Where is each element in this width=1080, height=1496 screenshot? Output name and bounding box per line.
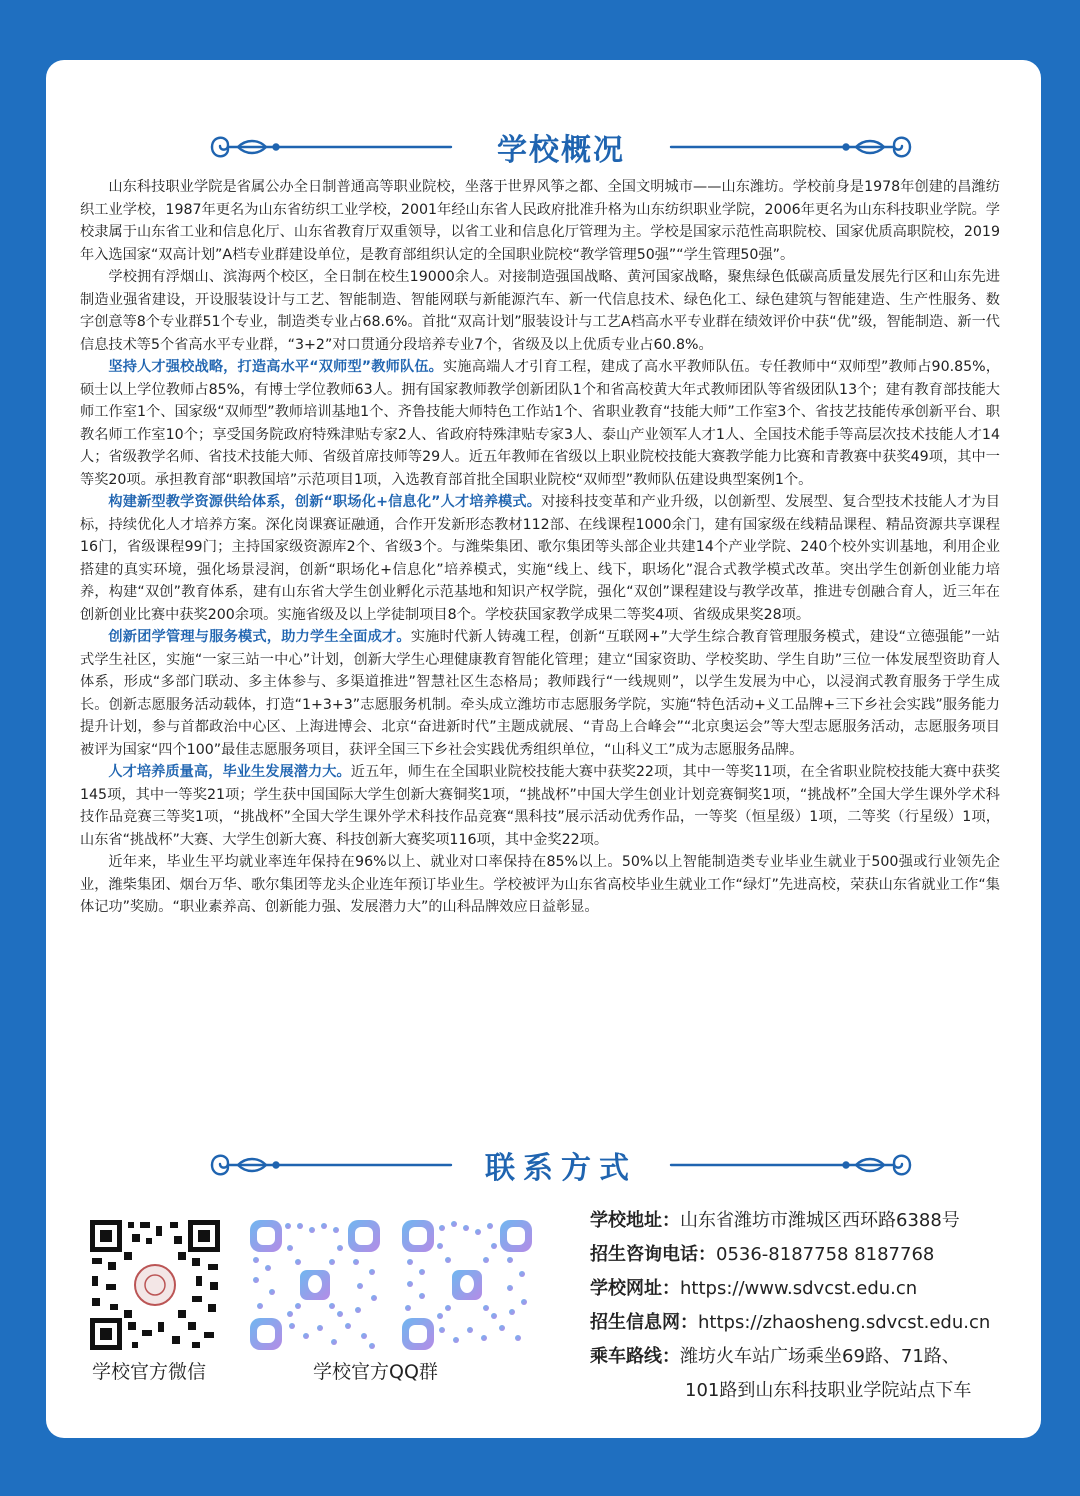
route-label: 乘车路线： bbox=[590, 1346, 680, 1367]
paragraph-4-heading: 构建新型教学资源供给体系，创新“职场化+信息化”人才培养模式。 bbox=[108, 494, 542, 510]
website-label: 学校网址： bbox=[590, 1278, 680, 1299]
website-link[interactable]: https://www.sdvcst.edu.cn bbox=[680, 1278, 918, 1299]
overview-paragraph-5 bbox=[80, 626, 1000, 761]
wechat-qr-label: 学校官方微信 bbox=[92, 1361, 207, 1383]
paragraph-5-heading: 创新团学管理与服务模式，助力学生全面成才。 bbox=[108, 629, 411, 645]
route-row bbox=[590, 1340, 1040, 1374]
zhaosheng-row bbox=[590, 1306, 1040, 1340]
qq-qr-code-icon bbox=[248, 1218, 382, 1352]
contact-title: 联系方式 bbox=[485, 1151, 637, 1186]
phone-value[interactable]: 0536-8187758 8187768 bbox=[716, 1244, 935, 1265]
route-line-2: 101路到山东科技职业学院站点下车 bbox=[685, 1380, 972, 1401]
overview-paragraph-3 bbox=[80, 356, 1000, 491]
overview-title: 学校概况 bbox=[497, 133, 625, 168]
scroll-ornament-left-icon bbox=[206, 129, 461, 165]
scroll-ornament-right-icon bbox=[661, 1147, 916, 1183]
paragraph-4-text: 对接科技变革和产业升级，以创新型、发展型、复合型技术技能人才为目标，持续优化人才培养方案。深化岗课赛证融通，合作开发新形态教材112部、在线课程1000余门，建有国家级在线精品课程、精品资源共享课程16门，省级课程99门；主持国家级资源库2个、省级3个。与潍柴集团、歌尔集团等头部企业共建14个产业学院、240个校外实训基地，利用企业搭建的真实环境，强化场景浸润，创新“职场化+信息化”培养模式，实施“线上、线下，职场化”混合式教学模式改革。突出学生创新创业能力培养，构建“双创”教育体系，建有山东省大学生创业孵化示范基地和知识产权学院，强化“双创”课程建设与教学改革，推进专创融合育人，近三年在创新创业比赛中获奖200余项。实施省级及以上学徒制项目8个。学校获国家教学成果二等奖4项、省级成果奖28项。 bbox=[80, 494, 1000, 623]
paragraph-6-heading: 人才培养质量高，毕业生发展潜力大。 bbox=[108, 764, 351, 780]
address-row bbox=[590, 1204, 1040, 1238]
paragraph-6-text: 近五年，师生在全国职业院校技能大赛中获奖22项，其中一等奖11项，在全省职业院校技能大赛中获奖145项，其中一等奖21项；学生获中国国际大学生创新大赛铜奖1项，“挑战杯”中国大学生创业计划竞赛铜奖1项，“挑战杯”全国大学生课外学术科技作品竞赛三等奖1项，“挑战杯”全国大学生课外学术科技作品竞赛“黑科技”展示活动优秀作品，一等奖（恒星级）1项，二等奖（行星级）1项，山东省“挑战杯”大赛、大学生创新大赛、科技创新大赛奖项116项，其中金奖22项。 bbox=[80, 764, 1000, 848]
overview-header bbox=[186, 122, 936, 172]
route-row-continued bbox=[590, 1374, 1040, 1408]
zhaosheng-label: 招生信息网： bbox=[590, 1312, 698, 1333]
contact-header bbox=[186, 1140, 936, 1190]
route-line-1: 潍坊火车站广场乘坐69路、71路、 bbox=[680, 1346, 960, 1367]
paragraph-3-heading: 坚持人才强校战略，打造高水平“双师型”教师队伍。 bbox=[108, 359, 444, 375]
wechat-qr[interactable] bbox=[88, 1218, 222, 1352]
overview-paragraph-4 bbox=[80, 491, 1000, 626]
website-row bbox=[590, 1272, 1040, 1306]
scroll-ornament-left-icon bbox=[206, 1147, 461, 1183]
paragraph-3-text: 实施高端人才引育工程，建成了高水平教师队伍。专任教师中“双师型”教师占90.85%，硕士以上学位教师占85%，有博士学位教师63人。拥有国家教师教学创新团队1个和省高校黄大年式教师团队等省级团队13个；建有教育部技能大师工作室1个、国家级“双师型”教师培训基地1个、齐鲁技能大师特色工作站1个、省职业教育“技能大师”工作室3个、省技艺技能传承创新平台、职教名师工作室10个；享受国务院政府特殊津贴专家2人、省政府特殊津贴专家3人、泰山产业领军人才1人、全国技术能手等高层次技术技能人才14人；省级教学名师、省技术技能大师、省级首席技师等29人。近五年教师在省级以上职业院校技能大赛教学能力比赛和青教赛中获奖49项，其中一等奖20项。承担教育部“职教国培”示范项目1项，入选教育部首批全国职业院校“双师型”教师队伍建设典型案例1个。 bbox=[80, 359, 1000, 488]
wechat-qr-code-icon bbox=[88, 1218, 222, 1352]
contact-info bbox=[590, 1204, 1040, 1408]
overview-body bbox=[80, 176, 1000, 919]
overview-paragraph-2: 学校拥有浮烟山、滨海两个校区，全日制在校生19000余人。对接制造强国战略、黄河国家战略，聚焦绿色低碳高质量发展先行区和山东先进制造业强省建设，开设服装设计与工艺、智能制造、智能网联与新能源汽车、新一代信息技术、绿色化工、绿色建筑与智能建造、生产性服务、数字创意等8个专业群51个专业，制造类专业占68.6%。首批“双高计划”服装设计与工艺A档高水平专业群在绩效评价中获“优”级，智能制造、新一代信息技术等5个省高水平专业群，“3+2”对口贯通分段培养专业7个，省级及以上优质专业占60.8%。 bbox=[80, 269, 1000, 353]
overview-paragraph-6 bbox=[80, 761, 1000, 851]
qq-qr-2[interactable] bbox=[400, 1218, 534, 1352]
overview-paragraph-7: 近年来，毕业生平均就业率连年保持在96%以上、就业对口率保持在85%以上。50%以上智能制造类专业毕业生就业于500强或行业领先企业，潍柴集团、烟台万华、歌尔集团等龙头企业连年预订毕业生。学校被评为山东省高校毕业生就业工作“绿灯”先进高校，荣获山东省就业工作“集体记功”奖励。“职业素养高、创新能力强、发展潜力大”的山科品牌效应日益彰显。 bbox=[80, 854, 1000, 915]
scroll-ornament-right-icon bbox=[661, 129, 916, 165]
qq-qr-1[interactable] bbox=[248, 1218, 382, 1352]
phone-label: 招生咨询电话： bbox=[590, 1244, 716, 1265]
address-label: 学校地址： bbox=[590, 1210, 680, 1231]
qq-qr-label: 学校官方QQ群 bbox=[313, 1361, 438, 1383]
paragraph-5-text: 实施时代新人铸魂工程，创新“互联网+”大学生综合教育管理服务模式，建设“立德强能”一站式学生社区，实施“一家三站一中心”计划，创新大学生心理健康教育智能化管理；建立“国家资助、学校奖助、学生自助”三位一体发展型资助育人体系，形成“多部门联动、多主体参与、多渠道推进”智慧社区生态格局；教师践行“一线规则”，以学生发展为中心，以浸润式教育服务于学生成长。创新志愿服务活动载体，打造“1+3+3”志愿服务机制。牵头成立潍坊市志愿服务学院，实施“特色活动+义工品牌+三下乡社会实践”服务能力提升计划，参与首都政治中心区、上海进博会、北京“奋进新时代”主题成就展、“青岛上合峰会”“北京奥运会”等大型志愿服务活动，志愿服务项目被评为国家“四个100”最佳志愿服务项目，获评全国三下乡社会实践优秀组织单位，“山科义工”成为志愿服务品牌。 bbox=[80, 629, 1000, 758]
overview-paragraph-1: 山东科技职业学院是省属公办全日制普通高等职业院校，坐落于世界风筝之都、全国文明城市——山东潍坊。学校前身是1978年创建的昌潍纺织工业学校，1987年更名为山东省纺织工业学校，2001年经山东省人民政府批准升格为山东纺织职业学院，2006年更名为山东科技职业学院。学校隶属于山东省工业和信息化厅、山东省教育厅双重领导，以省工业和信息化厅管理为主。学校是国家示范性高职院校、国家优质高职院校，2019年入选国家“双高计划”A档专业群建设单位，是教育部组织认定的全国职业院校“教学管理50强”“学生管理50强”。 bbox=[80, 179, 1000, 263]
address-value: 山东省潍坊市潍城区西环路6388号 bbox=[680, 1210, 960, 1231]
qq-qr-code-icon bbox=[400, 1218, 534, 1352]
zhaosheng-link[interactable]: https://zhaosheng.sdvcst.edu.cn bbox=[698, 1312, 991, 1333]
phone-row bbox=[590, 1238, 1040, 1272]
